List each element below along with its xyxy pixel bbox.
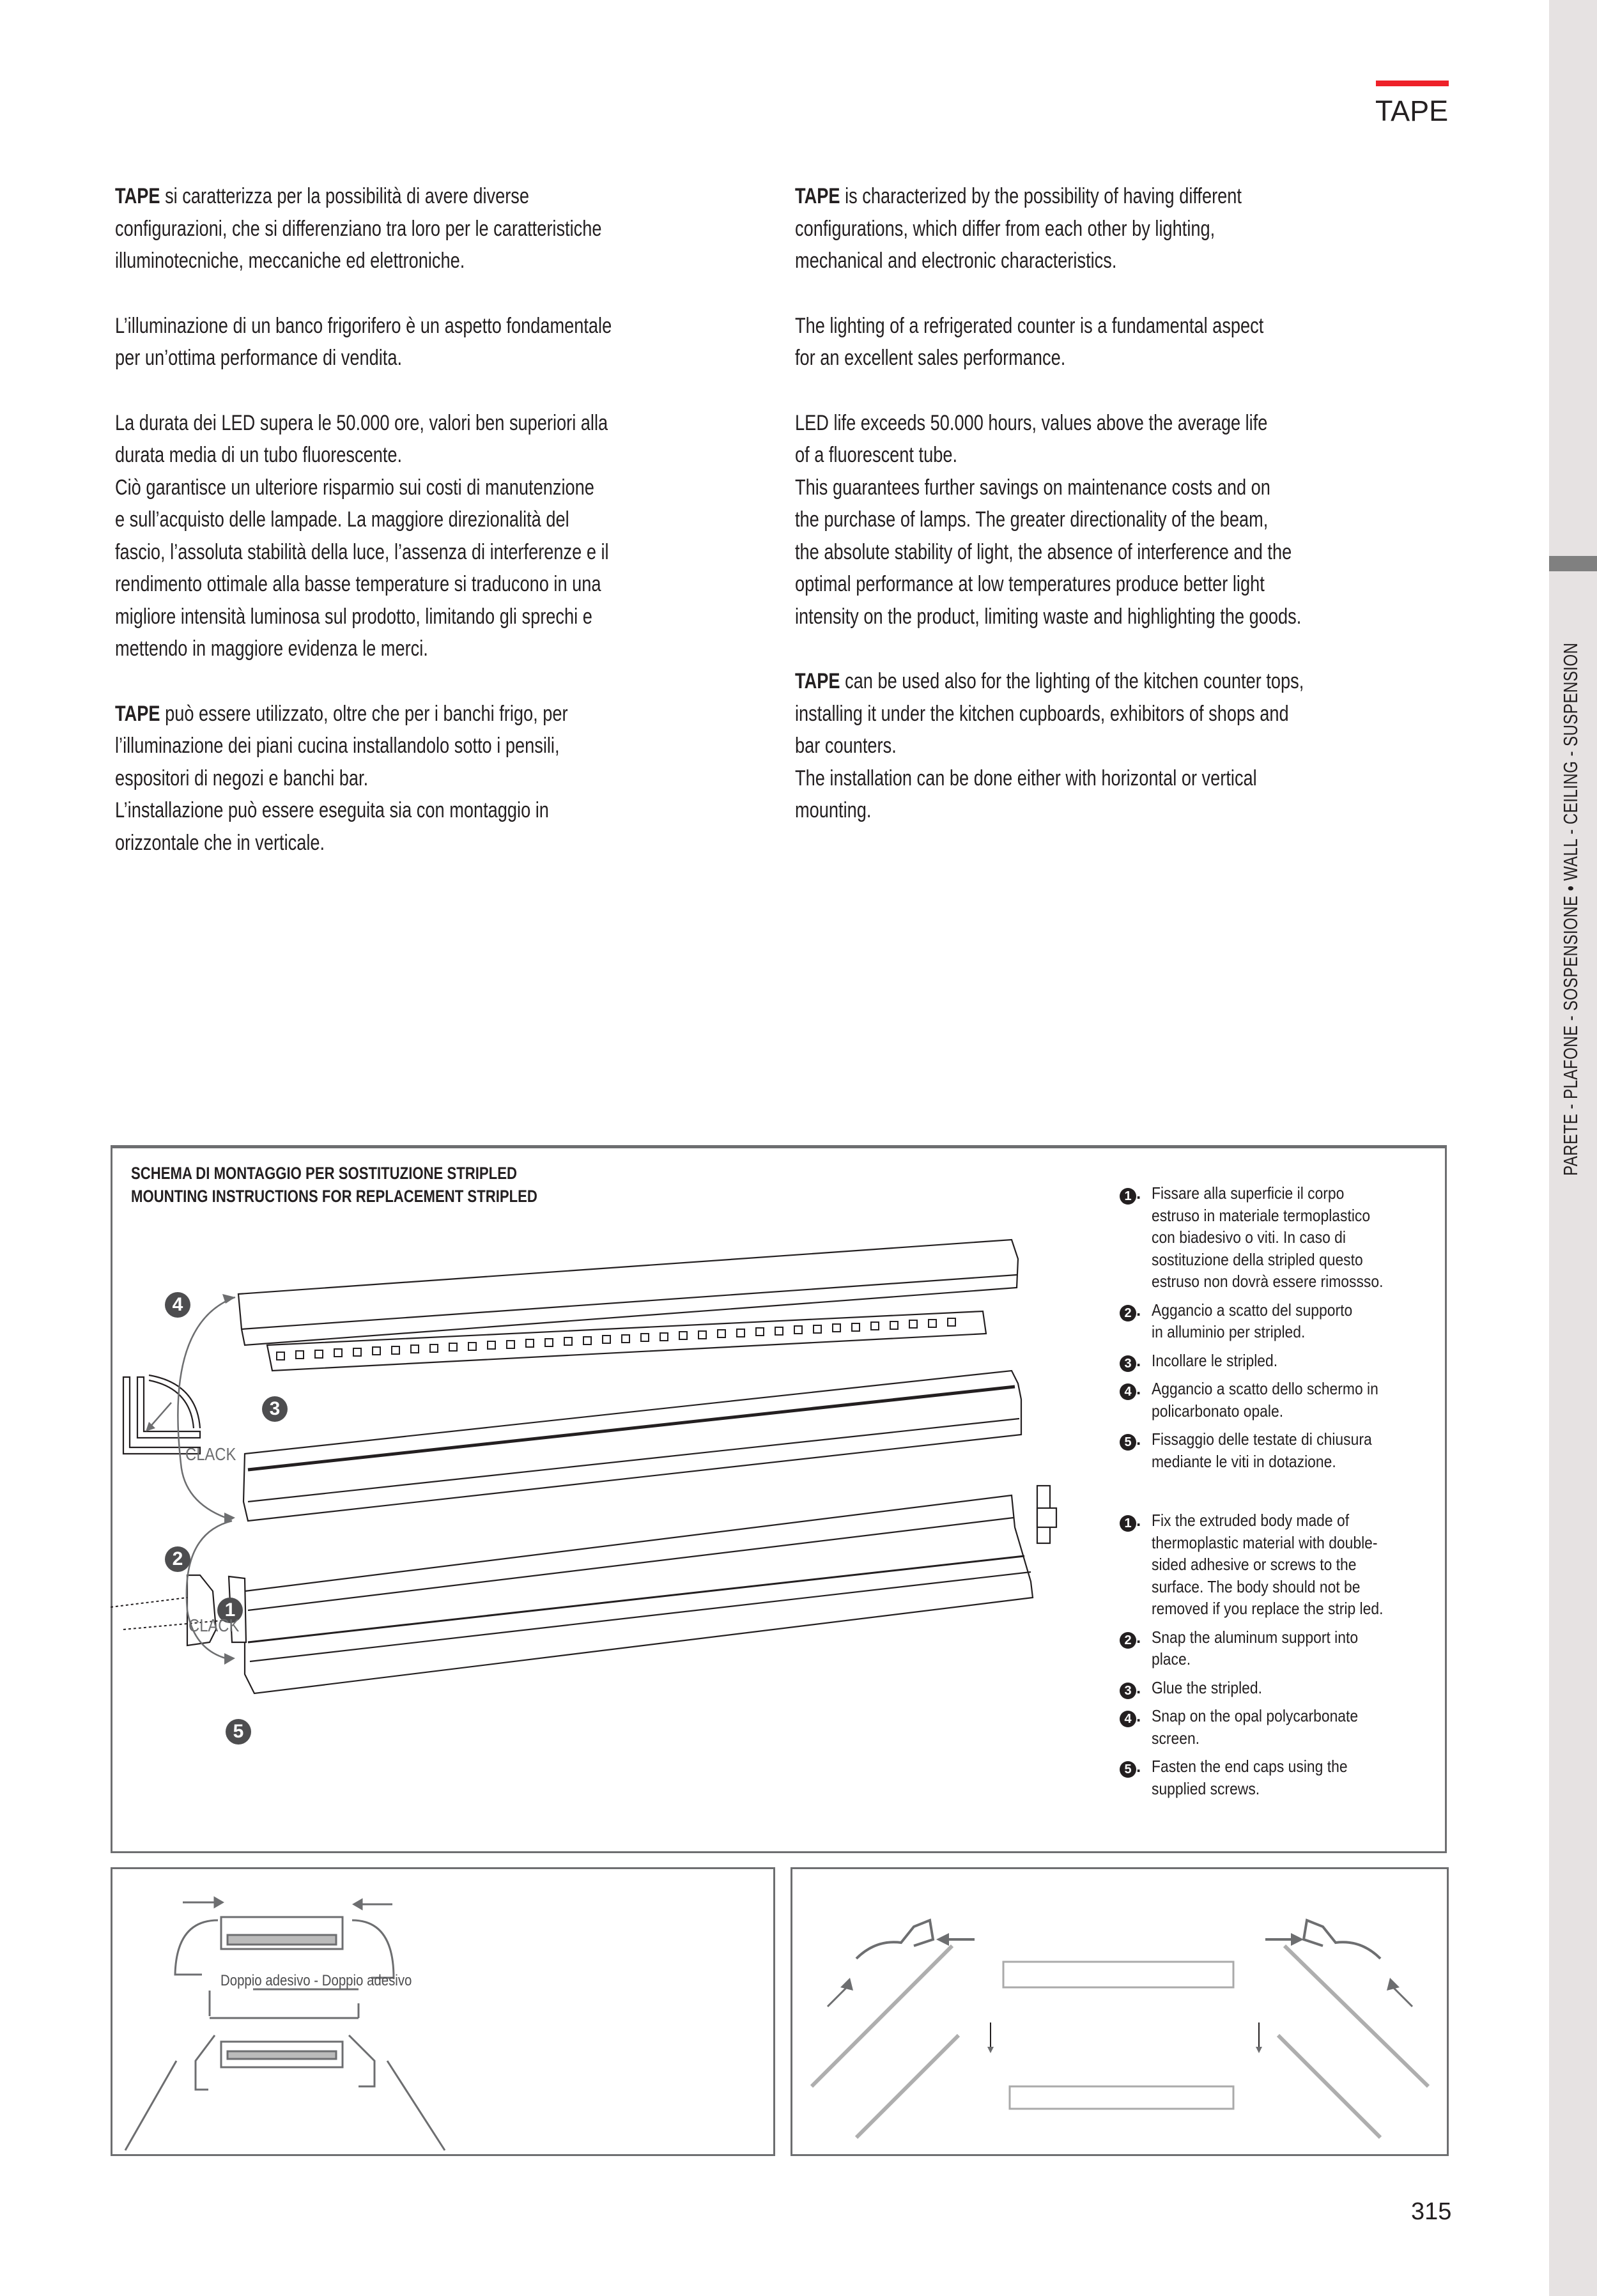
text-line: surface. The body should not be — [1152, 1576, 1361, 1596]
text-line: configurazioni, che si differenziano tra loro per le caratteristiche — [115, 216, 602, 241]
text-line: Fissaggio delle testate di chiusura — [1152, 1429, 1372, 1449]
text-line: Glue the stripled. — [1152, 1677, 1262, 1697]
vertical-mounting-panel — [791, 1867, 1449, 2156]
text-line: mounting. — [795, 798, 872, 822]
step-item: 3 . Glue the stripled. — [1120, 1677, 1415, 1699]
text-line: illuminotecniche, meccaniche ed elettroniche. — [115, 249, 465, 273]
text-line: can be used also for the lighting of the kitchen counter tops, — [840, 669, 1304, 693]
text-line: removed if you replace the strip led. — [1152, 1599, 1384, 1618]
text-line: per un’ottima performance di vendita. — [115, 346, 403, 370]
text-line: Incollare le stripled. — [1152, 1350, 1278, 1370]
page-title: TAPE — [1375, 95, 1449, 127]
double-adhesive-section-icon — [112, 1869, 773, 2154]
text-line: installing it under the kitchen cupboards, exhibitors of shops and — [795, 701, 1289, 726]
step-number-icon: 5 — [1120, 1434, 1136, 1451]
step-badge-5: 5 — [226, 1719, 251, 1745]
step-item: 1 . Fix the extruded body made of thermoplastic material with double- sided adhesive or screws to the surface. The body should not be removed if you replace the strip led. — [1120, 1509, 1415, 1620]
step-badge-4: 4 — [165, 1292, 190, 1318]
text-line: Ciò garantisce un ulteriore risparmio sui costi di manutenzione — [115, 475, 594, 500]
section-marker — [1549, 556, 1597, 571]
text-line: orizzontale che in verticale. — [115, 830, 325, 855]
text-line: The installation can be done either with horizontal or vertical — [795, 766, 1257, 790]
step-number-icon: 1 — [1120, 1188, 1136, 1205]
steps-english — [1120, 1509, 1415, 1806]
paragraph — [795, 180, 1453, 277]
text-line: is characterized by the possibility of having different — [840, 184, 1242, 208]
text-line: Aggancio a scatto del supporto — [1152, 1300, 1353, 1320]
text-line: place. — [1152, 1649, 1191, 1668]
title-english: MOUNTING INSTRUCTIONS FOR REPLACEMENT STRIPLED — [131, 1187, 537, 1206]
text-line: Snap the aluminum support into — [1152, 1627, 1359, 1647]
text-line: mediante le viti in dotazione. — [1152, 1451, 1336, 1471]
text-line: in alluminio per stripled. — [1152, 1322, 1306, 1341]
step-number-icon: 2 — [1120, 1305, 1136, 1321]
step-badge-1: 1 — [217, 1598, 243, 1623]
steps-italian — [1120, 1182, 1415, 1479]
paragraph — [115, 180, 773, 277]
header-accent-bar — [1376, 81, 1449, 86]
assembly-illustration-icon — [111, 1233, 1095, 1770]
paragraph — [795, 310, 1453, 374]
text-line: intensity on the product, limiting waste and highlighting the goods. — [795, 604, 1302, 629]
step-badge-2: 2 — [165, 1546, 190, 1572]
text-line: supplied screws. — [1152, 1778, 1260, 1798]
text-line: the purchase of lamps. The greater directionality of the beam, — [795, 507, 1269, 532]
paragraph — [115, 310, 773, 374]
text-line: può essere utilizzato, oltre che per i banchi frigo, per — [160, 701, 568, 726]
text-line: the absolute stability of light, the absence of interference and the — [795, 539, 1292, 564]
text-line: rendimento ottimale alla basse temperature si traducono in una — [115, 572, 601, 596]
step-item: 2 . Aggancio a scatto del supporto in alluminio per stripled. — [1120, 1299, 1415, 1343]
text-line: fascio, l’assoluta stabilità della luce, l’assenza di interferenze e il — [115, 539, 609, 564]
brand-name: TAPE — [795, 669, 840, 693]
paragraph — [115, 407, 773, 665]
text-line: for an excellent sales performance. — [795, 346, 1066, 370]
brand-name: TAPE — [795, 184, 840, 208]
text-line: thermoplastic material with double- — [1152, 1532, 1378, 1552]
text-line: This guarantees further savings on maintenance costs and on — [795, 475, 1270, 500]
intro-italian — [115, 180, 773, 891]
paragraph — [795, 665, 1453, 827]
step-number-icon: 1 — [1120, 1515, 1136, 1532]
text-line: e sull’acquisto delle lampade. La maggiore direzionalità del — [115, 507, 569, 532]
step-item: 5 . Fissaggio delle testate di chiusura mediante le viti in dotazione. — [1120, 1428, 1415, 1472]
title-italian: SCHEMA DI MONTAGGIO PER SOSTITUZIONE STRIPLED — [131, 1164, 517, 1183]
step-item: 1 . Fissare alla superficie il corpo estruso in materiale termoplastico con biadesivo o viti. In caso di sostituzione della stripled questo estruso non dovrà essere rimossso. — [1120, 1182, 1415, 1293]
text-line: mettendo in maggiore evidenza le merci. — [115, 636, 428, 661]
clack-label-upper: CLACK — [185, 1444, 236, 1464]
text-line: durata media di un tubo fluorescente. — [115, 443, 403, 467]
text-line: optimal performance at low temperatures produce better light — [795, 572, 1265, 596]
step-item: 4 . Snap on the opal polycarbonate screen. — [1120, 1705, 1415, 1749]
text-line: con biadesivo o viti. In caso di — [1152, 1228, 1346, 1247]
text-line: configurations, which differ from each other by lighting, — [795, 216, 1215, 241]
paragraph — [795, 407, 1453, 633]
corner-mounting-section-icon — [792, 1869, 1447, 2154]
horizontal-mounting-panel — [111, 1867, 775, 2156]
text-line: screen. — [1152, 1728, 1200, 1748]
page-number: 315 — [1411, 2198, 1452, 2225]
text-line: Snap on the opal polycarbonate — [1152, 1706, 1359, 1725]
exploded-assembly-diagram — [111, 1233, 1095, 1773]
step-number-icon: 4 — [1120, 1383, 1136, 1400]
step-item: 4 . Aggancio a scatto dello schermo in policarbonato opale. — [1120, 1378, 1415, 1422]
text-line: Fix the extruded body made of — [1152, 1511, 1350, 1530]
text-line: l’illuminazione dei piani cucina installandolo sotto i pensili, — [115, 734, 560, 758]
text-line: mechanical and electronic characteristics. — [795, 249, 1117, 273]
step-number-icon: 5 — [1120, 1761, 1136, 1778]
text-line: espositori di negozi e banchi bar. — [115, 766, 369, 790]
clack-label-lower: CLACK — [189, 1615, 240, 1635]
text-line: estruso non dovrà essere rimossso. — [1152, 1272, 1384, 1291]
text-line: migliore intensità luminosa sul prodotto, limitando gli sprechi e — [115, 604, 592, 629]
text-line: La durata dei LED supera le 50.000 ore, valori ben superiori alla — [115, 410, 608, 435]
text-line: Fasten the end caps using the — [1152, 1757, 1348, 1776]
intro-english — [795, 180, 1453, 859]
step-item: 5 . Fasten the end caps using the supplied screws. — [1120, 1755, 1415, 1799]
text-line: policarbonato opale. — [1152, 1401, 1284, 1421]
double-adhesive-label: Doppio adesivo - Doppio adesivo — [220, 1972, 412, 1989]
section-label: PARETE - PLAFONE - SOSPENSIONE • WALL - CEILING - SUSPENSION — [1559, 642, 1582, 1176]
mounting-title — [131, 1162, 627, 1208]
text-line: Fissare alla superficie il corpo — [1152, 1183, 1345, 1203]
text-line: sided adhesive or screws to the — [1152, 1555, 1357, 1574]
text-line: si caratterizza per la possibilità di avere diverse — [160, 184, 530, 208]
text-line: Aggancio a scatto dello schermo in — [1152, 1379, 1378, 1398]
step-item: 3 . Incollare le stripled. — [1120, 1350, 1415, 1372]
step-number-icon: 3 — [1120, 1683, 1136, 1699]
step-number-icon: 2 — [1120, 1632, 1136, 1649]
step-badge-3: 3 — [262, 1396, 288, 1422]
step-number-icon: 4 — [1120, 1711, 1136, 1727]
text-line: L’installazione può essere eseguita sia con montaggio in — [115, 798, 549, 822]
text-line: estruso in materiale termoplastico — [1152, 1205, 1371, 1225]
text-line: bar counters. — [795, 734, 897, 758]
step-item: 2 . Snap the aluminum support into place. — [1120, 1626, 1415, 1670]
text-line: of a fluorescent tube. — [795, 443, 958, 467]
text-line: LED life exceeds 50.000 hours, values above the average life — [795, 410, 1268, 435]
brand-name: TAPE — [115, 701, 160, 726]
step-number-icon: 3 — [1120, 1355, 1136, 1372]
text-line: The lighting of a refrigerated counter is a fundamental aspect — [795, 313, 1264, 338]
text-line: sostituzione della stripled questo — [1152, 1249, 1363, 1269]
brand-name: TAPE — [115, 184, 160, 208]
paragraph — [115, 698, 773, 859]
text-line: L’illuminazione di un banco frigorifero è un aspetto fondamentale — [115, 313, 612, 338]
